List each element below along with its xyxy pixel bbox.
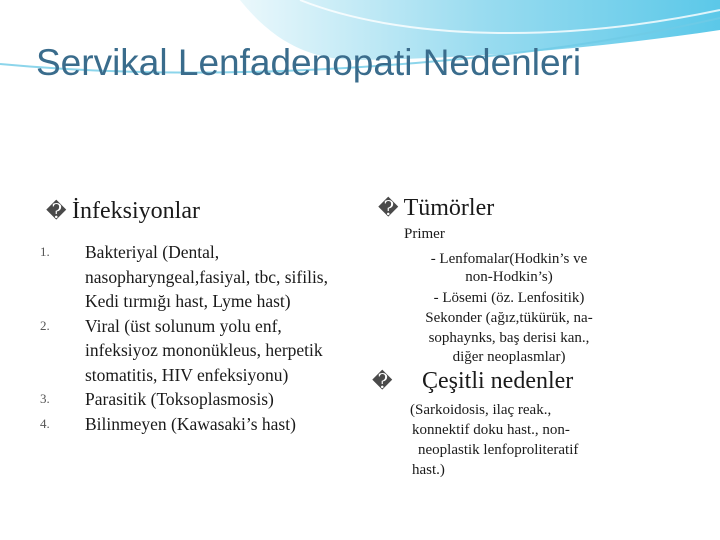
tumor-line: Primer xyxy=(404,226,445,242)
list-item xyxy=(40,314,350,388)
bullet-icon: � xyxy=(46,201,67,223)
tumor-line: - Lenfomalar(Hodkin’s ve xyxy=(430,251,588,267)
list-number: 1. xyxy=(40,244,50,259)
heading-tumorler xyxy=(378,195,494,222)
infection-list xyxy=(40,240,350,436)
tumor-line: - Lösemi (öz. Lenfositik) xyxy=(433,290,585,306)
bullet-icon: � xyxy=(372,371,393,393)
list-number: 2. xyxy=(40,317,50,333)
tumor-line: Sekonder (ağız,tükürük, na- xyxy=(425,310,593,326)
list-number: 4. xyxy=(40,415,50,431)
list-text: Bilinmeyen (Kawasaki’s hast) xyxy=(85,413,296,434)
heading-label: Çeşitli nedenler xyxy=(422,368,574,394)
heading-label: İnfeksiyonlar xyxy=(72,198,200,224)
list-text: Viral (üst solunum yolu enf, infeksiyoz mononükleus, herpetik stomatitis, HIV enfeksiyonu) xyxy=(85,315,323,385)
bullet-icon: � xyxy=(378,198,399,220)
misc-line: (Sarkoidosis, ilaç reak., xyxy=(410,402,552,418)
tumor-line: sophaynks, baş derisi kan., xyxy=(428,330,590,346)
misc-line: konnektif doku hast., non- xyxy=(412,422,570,438)
heading-cesitli-nedenler xyxy=(372,368,573,395)
list-text: Bakteriyal (Dental, nasopharyngeal,fasiyal, tbc, sifilis, Kedi tırmığı hast, Lyme hast) xyxy=(85,242,328,311)
list-item xyxy=(40,412,350,437)
heading-infeksiyonlar xyxy=(46,198,200,225)
misc-line: hast.) xyxy=(412,462,445,478)
list-number: 3. xyxy=(40,391,50,406)
misc-line: neoplastik lenfoproliteratif xyxy=(418,442,579,458)
tumor-line: non-Hodkin’s) xyxy=(465,269,553,285)
page-title: Servikal Lenfadenopati Nedenleri xyxy=(36,42,582,83)
tumor-line: diğer neoplasmlar) xyxy=(452,349,566,365)
list-text: Parasitik (Toksoplasmosis) xyxy=(85,389,274,409)
list-item xyxy=(40,240,350,314)
list-item xyxy=(40,387,350,412)
heading-label: Tümörler xyxy=(403,195,495,221)
